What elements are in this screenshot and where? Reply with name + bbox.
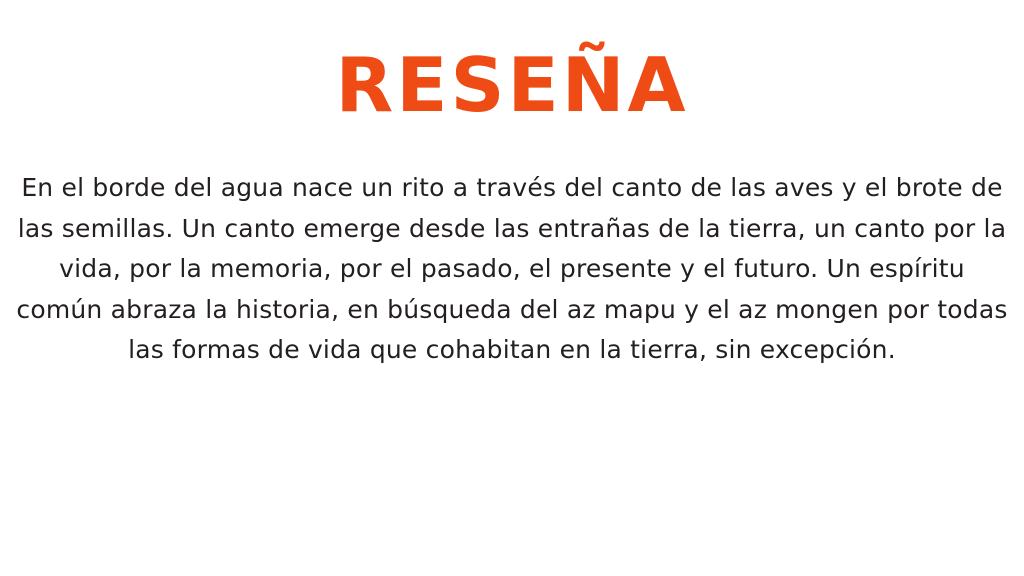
page-title: RESEÑA	[335, 41, 689, 129]
body-paragraph: En el borde del agua nace un rito a través del canto de las aves y el brote de las semillas. Un canto emerge desde las entrañas de la tierra, un canto por la vida, por la memoria, por el pasado, el presente y el futuro. Un espíritu común abraza la historia, en búsqueda del az mapu y el az mongen por todas las formas de vida que cohabitan en la tierra, sin excepción.	[16, 173, 1008, 364]
